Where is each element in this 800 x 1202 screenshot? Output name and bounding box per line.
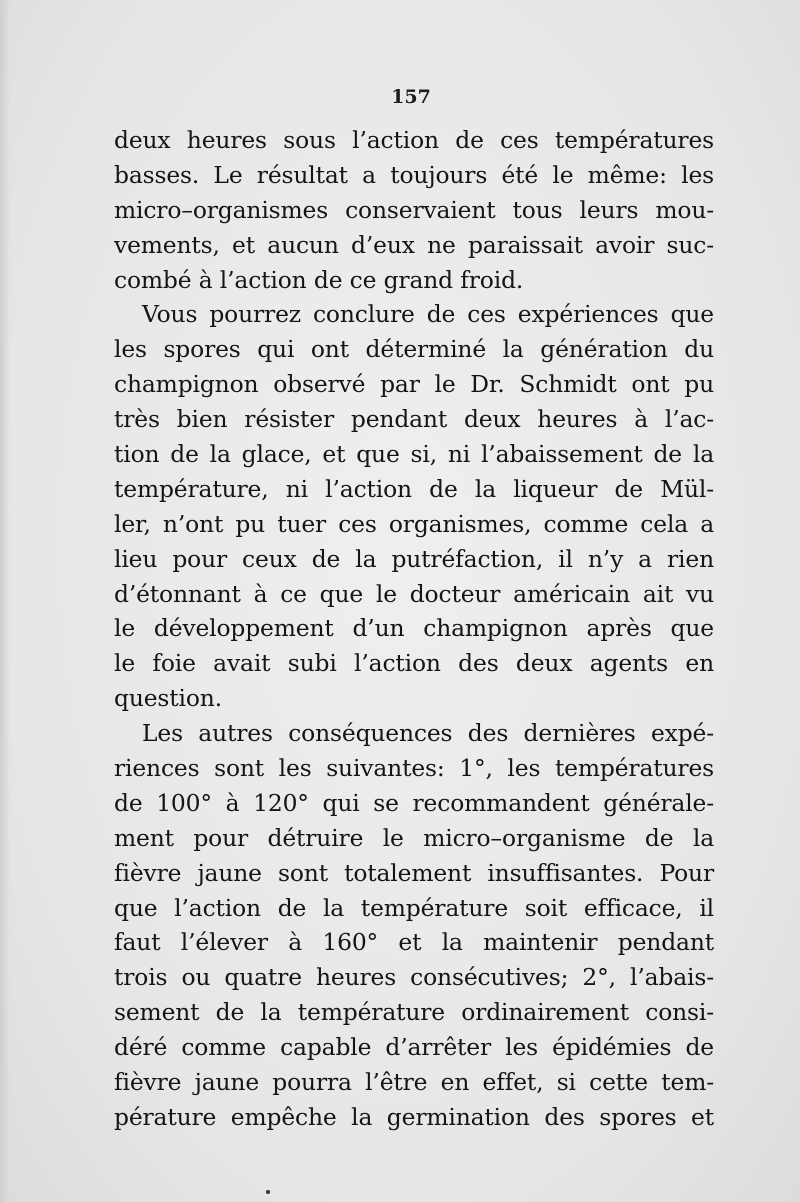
text-line: trois ou quatre heures consécutives; 2°, l’abais-	[114, 963, 714, 992]
text-line: ler, n’ont pu tuer ces organismes, comme cela a	[114, 509, 714, 538]
text-line: déré comme capable d’arrêter les épidémies de	[114, 1033, 714, 1062]
text-line: le foie avait subi l’action des deux agents en	[114, 649, 714, 678]
text-line: ment pour détruire le micro–organisme de la	[114, 823, 714, 852]
text-line: riences sont les suivantes: 1°, les températures	[114, 754, 714, 783]
text-line: de 100° à 120° qui se recommandent générale-	[114, 788, 714, 817]
text-line: micro–organismes conservaient tous leurs mou-	[114, 195, 714, 224]
text-line: température, ni l’action de la liqueur de Mül-	[114, 474, 714, 503]
text-line: très bien résister pendant deux heures à l’ac-	[114, 405, 714, 434]
text-line: fièvre jaune sont totalement insuffisantes. Pour	[114, 858, 714, 887]
text-line: champignon observé par le Dr. Schmidt ont pu	[114, 370, 714, 399]
text-line: question.	[114, 684, 222, 713]
text-line: vements, et aucun d’eux ne paraissait avoir suc-	[114, 230, 714, 259]
text-line: pérature empêche la germination des spores et	[114, 1102, 714, 1131]
text-line: le développement d’un champignon après que	[114, 614, 714, 643]
page-number: 157	[391, 86, 431, 108]
text-line: basses. Le résultat a toujours été le même: les	[114, 160, 714, 189]
paragraph-start-line: Les autres conséquences des dernières expé-	[142, 719, 714, 748]
text-line: les spores qui ont déterminé la génération du	[114, 335, 714, 364]
body-text	[114, 123, 714, 1135]
text-line: d’étonnant à ce que le docteur américain ait vu	[114, 579, 714, 608]
text-line: sement de la température ordinairement consi-	[114, 998, 714, 1027]
text-line: combé à l’action de ce grand froid.	[114, 265, 524, 294]
text-line: fièvre jaune pourra l’être en effet, si cette tem-	[114, 1068, 714, 1097]
text-line: faut l’élever à 160° et la maintenir pendant	[114, 928, 714, 957]
text-line: tion de la glace, et que si, ni l’abaissement de la	[114, 440, 714, 469]
text-line: lieu pour ceux de la putréfaction, il n’y a rien	[114, 544, 714, 573]
ink-speck	[266, 1190, 270, 1194]
text-line: que l’action de la température soit efficace, il	[114, 893, 714, 922]
paragraph-start-line: Vous pourrez conclure de ces expériences que	[142, 300, 714, 329]
text-line: deux heures sous l’action de ces températures	[114, 126, 714, 154]
page-edge-shadow	[0, 0, 10, 1202]
